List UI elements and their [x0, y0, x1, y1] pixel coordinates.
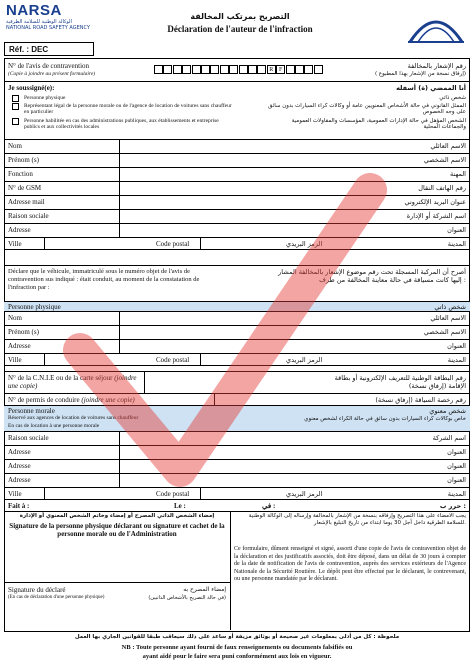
- field1-5-label: Raison sociale: [8, 212, 49, 220]
- field1-5-label-ar: اسم الشركة أو الإدارة: [406, 212, 466, 220]
- field2-1-input[interactable]: [119, 326, 350, 339]
- field3-2-input[interactable]: [119, 460, 350, 473]
- field3-3-row: [4, 474, 470, 488]
- avis-digit-box[interactable]: [173, 65, 182, 74]
- field3-1-row: [4, 446, 470, 460]
- field3-2-label: Adresse: [8, 462, 31, 470]
- code-postal-label: Code postal: [156, 356, 190, 364]
- soussigne-title-ar: أنا الممضي (ة) أسفله: [396, 84, 466, 92]
- ville2-row: [4, 354, 470, 366]
- avis-number-boxes[interactable]: [154, 65, 324, 76]
- code-postal-label-ar: الرمز البريدي: [286, 240, 323, 248]
- field2-0-row: [4, 312, 470, 326]
- ville1-row: [4, 238, 470, 250]
- ville-label-ar: المدينة: [447, 240, 466, 248]
- code-postal-label-ar: الرمز البريدي: [286, 490, 323, 498]
- footer-fr-1: NB : Toute personne ayant fourni de faux renseignements ou documents falsifiés ou: [121, 644, 353, 651]
- field1-1-input[interactable]: [119, 154, 350, 167]
- code-postal-label: Code postal: [156, 240, 190, 248]
- field2-0-label: Nom: [8, 314, 22, 322]
- footer-fr-2: ayant aidé pour le faire sera puni conformément aux lois en vigueur.: [142, 653, 332, 660]
- narsa-logo: [6, 2, 136, 42]
- avis-digit-box[interactable]: [229, 65, 238, 74]
- option-representant-label: Représentant légal de la personne morale ou de l'agence de location de voitures sans chauffeur en particulier: [24, 103, 232, 115]
- field1-1-row: [4, 154, 470, 168]
- morale-band: [4, 406, 470, 432]
- signature-label: Signature de la personne physique déclarant ou signature et cachet de la personne morale ou de l'Administration: [9, 522, 225, 538]
- field1-5-row: [4, 210, 470, 224]
- avis-digit-box[interactable]: [210, 65, 219, 74]
- code-postal-input[interactable]: [200, 238, 281, 249]
- avis-digit-box[interactable]: [192, 65, 201, 74]
- field1-6-input[interactable]: [119, 224, 350, 237]
- field3-0-row: [4, 432, 470, 446]
- field1-0-input[interactable]: [119, 140, 350, 153]
- field2-0-label-ar: الاسم العائلي: [430, 314, 466, 322]
- field2-2-input[interactable]: [119, 340, 350, 353]
- field1-2-row: [4, 168, 470, 182]
- bridge-emblem-icon: [404, 2, 468, 50]
- declared-signature-label-ar: إمضاء المصرح به: [183, 586, 226, 593]
- brand-name: NARSA: [6, 2, 62, 19]
- ville-label: Ville: [8, 490, 22, 498]
- ville-label: Ville: [8, 356, 22, 364]
- avis-digit-box[interactable]: [257, 65, 266, 74]
- signature-area: [4, 512, 470, 630]
- code-postal-input[interactable]: [200, 354, 281, 365]
- field2-1-label: Prénom (s): [8, 328, 39, 336]
- signature-divider: [4, 582, 230, 583]
- spacer-row: [4, 250, 470, 266]
- physique-band: [4, 302, 470, 312]
- avis-note-ar: ( إرفاق نسخة من الإشعار بهذا المطبوع): [374, 71, 466, 77]
- declare-text: Déclare que le véhicule, immatriculé sous le numéro objet de l'avis de contravention sus indiqué : était conduit, au moment de la constatation de l'infraction par :: [8, 268, 200, 291]
- field1-0-label-ar: الاسم العائلي: [430, 142, 466, 150]
- field1-4-label-ar: عنوان البريد الإلكتروني: [404, 198, 466, 206]
- avis-digit-box[interactable]: [314, 65, 323, 74]
- field1-2-input[interactable]: [119, 168, 350, 181]
- ville-input[interactable]: [44, 354, 155, 365]
- ville3-row: [4, 488, 470, 500]
- morale-note: Réservé aux agences de location de voitures sans chauffeur: [8, 415, 139, 421]
- field1-5-input[interactable]: [119, 210, 350, 223]
- avis-label: N° de l'avis de contravention: [8, 62, 90, 70]
- permis-row: [4, 394, 470, 406]
- field1-1-label-ar: الاسم الشخصي: [423, 156, 466, 164]
- cnie-input[interactable]: [144, 372, 325, 393]
- option-physique-label-ar: شخص ذاتي: [439, 95, 466, 101]
- legal-text-ar: يجب الامضاء على هذا التصريح وإرفاقه بنسخة من الإشعار بالمخالفة وإرساله إلى الوكالة الوطنية للسلامة الطرقية داخل أجل 30 يوما ابتداء من تاريخ التبليغ بالإشعار.: [248, 513, 466, 526]
- avis-digit-box[interactable]: [286, 65, 295, 74]
- field3-0-label-ar: اسم الشركة: [432, 434, 466, 442]
- fait-label: Fait à :: [8, 502, 30, 510]
- field3-0-input[interactable]: [119, 432, 350, 445]
- morale-note-ar: خاص بوكالات كراء السيارات بدون سائق في حالة الكراء لشخص معنوي: [304, 416, 466, 422]
- morale-note2: En cas de location à une personne morale: [8, 423, 100, 429]
- soussigne-title: Je soussigné(e):: [8, 84, 55, 92]
- option-representant-checkbox[interactable]: [12, 103, 19, 110]
- le-label: Le :: [174, 502, 186, 510]
- avis-digit-box[interactable]: [163, 65, 172, 74]
- ville-label: Ville: [8, 240, 22, 248]
- avis-digit-box[interactable]: [248, 65, 257, 74]
- code-postal-label-ar: الرمز البريدي: [286, 356, 323, 364]
- field3-1-label-ar: العنوان: [447, 448, 466, 456]
- brand-sub: NATIONAL ROAD SAFETY AGENCY: [6, 25, 90, 31]
- code-postal-input[interactable]: [200, 488, 281, 499]
- signature-label-ar: إمضاء الشخص الذاتي المصرح أو إمضاء وخاتم الشخص المعنوي أو الإدارة: [19, 513, 215, 519]
- avis-digit-box[interactable]: [239, 65, 248, 74]
- declared-signature-label: Signature du déclaré: [8, 586, 66, 594]
- field3-2-label-ar: العنوان: [447, 462, 466, 470]
- field3-3-input[interactable]: [119, 474, 350, 487]
- signature-left: [4, 512, 231, 630]
- option-representant-label-ar: الممثل القانوني في حالة الأشخاص المعنويين عامة أو وكالات كراء السيارات بدون سائق على وجه الخصوص: [268, 103, 466, 115]
- code-postal-label: Code postal: [156, 490, 190, 498]
- cnie-label: N° de la C.N.I.E ou de la carte séjour (joindre une copie): [8, 374, 137, 390]
- soussigne-row: [4, 82, 470, 140]
- field2-2-label-ar: العنوان: [447, 342, 466, 350]
- avis-note: (Copie à joindre au présent formulaire): [8, 71, 96, 77]
- ville-input[interactable]: [44, 238, 155, 249]
- field3-1-input[interactable]: [119, 446, 350, 459]
- option-physique-label: Personne physique: [24, 95, 66, 101]
- ville-label-ar: المدينة: [447, 490, 466, 498]
- field1-1-label: Prénom (s): [8, 156, 39, 164]
- option-habilitee-checkbox[interactable]: [12, 118, 19, 125]
- fait-row: [4, 500, 470, 512]
- avis-digit-box[interactable]: [220, 65, 229, 74]
- ville-label-ar: المدينة: [447, 356, 466, 364]
- permis-input[interactable]: [214, 394, 325, 405]
- field1-3-label-ar: رقم الهاتف النقال: [418, 184, 466, 192]
- declare-row: [4, 266, 470, 302]
- physique-label-ar: شخص ذاتي: [434, 303, 466, 311]
- field2-1-row: [4, 326, 470, 340]
- field1-0-label: Nom: [8, 142, 22, 150]
- fait-label-ar: حرر ب :: [439, 502, 466, 510]
- field1-2-label-ar: المهنة: [450, 170, 466, 178]
- brand-arabic: الوكالة الوطنية للسلامة الطرقية: [6, 19, 72, 25]
- field1-4-row: [4, 196, 470, 210]
- avis-digit-box[interactable]: [304, 65, 313, 74]
- field3-3-label-ar: العنوان: [447, 476, 466, 484]
- field1-3-label: N° de GSM: [8, 184, 42, 192]
- field2-2-label: Adresse: [8, 342, 31, 350]
- option-habilitee-label-ar: الشخص المؤهل في حالة الإدارات العمومية، المؤسسات والمقاولات العمومية والجماعات المحلية: [291, 118, 466, 130]
- declared-signature-note: (En cas de déclaration d'une personne physique): [8, 595, 105, 600]
- avis-digit-box[interactable]: R: [267, 65, 276, 74]
- field2-0-input[interactable]: [119, 312, 350, 325]
- avis-row: [4, 60, 470, 82]
- permis-label: N° de permis de conduire (joindre une copie): [8, 396, 135, 404]
- option-habilitee-label: Personne habilitée en cas des administrations publiques, aux établissements et entreprise publics et aux collectivités locales: [24, 118, 219, 130]
- le-label-ar: في :: [262, 502, 276, 510]
- declared-signature-note-ar: (في حالة التصريح بالأشخاص الذاتيين): [148, 595, 226, 601]
- title-french: Déclaration de l'auteur de l'infraction: [167, 24, 313, 34]
- permis-label-ar: رقم رخصة السياقة (إرفاق نسخة): [375, 396, 466, 404]
- footer-ar: ملحوظة : كل من أدلى بمعلومات غير صحيحة أو بوثائق مزيفة أو ساعد على ذلك سيعاقب طبقا للقوانين الجاري بها العمل: [74, 634, 400, 640]
- field1-0-row: [4, 140, 470, 154]
- title-arabic: التصريح بمرتكب المخالفة: [190, 12, 290, 21]
- declare-text-ar: أصرح أن المركبة المسجلة تحت رقم موضوع الإشعار بالمخالفة المشار إليها كانت مسياقة في حالة معاينة المخالفة من طرف :: [278, 268, 466, 284]
- avis-digit-box[interactable]: [182, 65, 191, 74]
- field1-2-label: Fonction: [8, 170, 33, 178]
- field1-6-label-ar: العنوان: [447, 226, 466, 234]
- field1-4-input[interactable]: [119, 196, 350, 209]
- field3-1-label: Adresse: [8, 448, 31, 456]
- field1-6-label: Adresse: [8, 226, 31, 234]
- avis-digit-box[interactable]: [295, 65, 304, 74]
- field3-0-label: Raison sociale: [8, 434, 49, 442]
- field1-4-label: Adresse mail: [8, 198, 45, 206]
- field1-3-input[interactable]: [119, 182, 350, 195]
- field3-3-label: Adresse: [8, 476, 31, 484]
- reference-label: Réf. : DEC: [4, 42, 94, 56]
- field2-2-row: [4, 340, 470, 354]
- field1-6-row: [4, 224, 470, 238]
- morale-label-ar: شخص معنوي: [429, 407, 466, 415]
- avis-digit-box[interactable]: [201, 65, 210, 74]
- physique-label: Personne physique: [8, 303, 61, 311]
- cnie-label-ar: رقم البطاقة الوطنية للتعريف الإلكترونية أو بطاقة الإقامة (إرفاق نسخة): [334, 374, 466, 390]
- field3-2-row: [4, 460, 470, 474]
- avis-digit-box[interactable]: F: [276, 65, 285, 74]
- avis-label-ar: رقم الإشعار بالمخالفة: [407, 62, 466, 70]
- legal-text: Ce formulaire, dûment renseigné et signé, assorti d'une copie de l'avis de contravention objet de la déclaration et des justificatifs associés, doit être déposé, dans un délai de 30 jours à compter de la date de notification de l'avis de contravention, auprès des services extérieurs de l'Agence Nationale de la Sécurité Routière. Le dépôt peut être effectué par le déclarant, le contrevenant, ou une personne mandatée par le déclarant.: [234, 546, 466, 582]
- field2-1-label-ar: الاسم الشخصي: [423, 328, 466, 336]
- option-physique-checkbox[interactable]: [12, 95, 19, 102]
- cnie-row: [4, 372, 470, 394]
- ville-input[interactable]: [44, 488, 155, 499]
- avis-digit-box[interactable]: [154, 65, 163, 74]
- morale-label: Personne morale: [8, 407, 55, 415]
- field1-3-row: [4, 182, 470, 196]
